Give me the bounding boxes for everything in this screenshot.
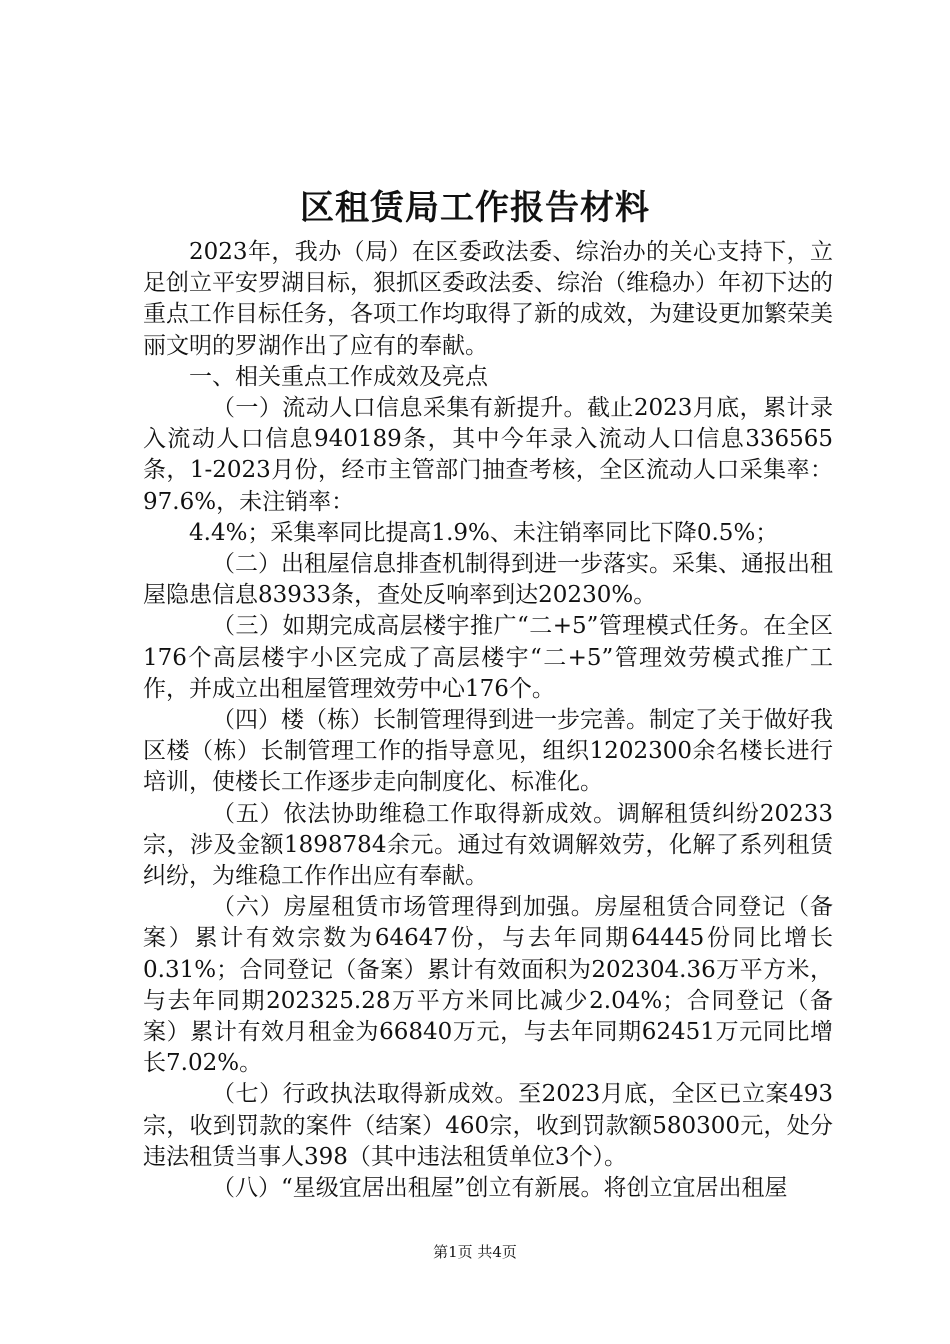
page-number: 第1页 共4页: [433, 1243, 517, 1261]
list-item-4: （四）楼（栋）长制管理得到进一步完善。制定了关于做好我区楼（栋）长制管理工作的指导意见，组织1202300余名楼长进行培训，使楼长工作逐步走向制度化、标准化。: [143, 707, 833, 796]
list-item-3: （三）如期完成高层楼宇推广“二+5”管理模式任务。在全区176个高层楼宇小区完成了高层楼宇“二+5”管理效劳模式推广工作，并成立出租屋管理效劳中心176个。: [143, 613, 833, 702]
list-item-1: （一）流动人口信息采集有新提升。截止2023月底，累计录入流动人口信息940189条，其中今年录入流动人口信息336565条，1-2023月份，经市主管部门抽查考核，全区流动人口采集率：97.6%，未注销率：: [143, 395, 833, 515]
list-item-2: （二）出租屋信息排查机制得到进一步落实。采集、通报出租屋隐患信息83933条，查处反响率到达20230%。: [143, 551, 833, 609]
document-body: [143, 237, 833, 1204]
intro-paragraph: 2023年，我办（局）在区委政法委、综治办的关心支持下，立足创立平安罗湖目标，狠抓区委政法委、综治（维稳办）年初下达的重点工作目标任务，各项工作均取得了新的成效，为建设更加繁荣美丽文明的罗湖作出了应有的奉献。: [143, 239, 833, 359]
list-item-8: （八）“星级宜居出租屋”创立有新展。将创立宜居出租屋: [212, 1175, 788, 1202]
list-item-6: （六）房屋租赁市场管理得到加强。房屋租赁合同登记（备案）累计有效宗数为64647份，与去年同期64445份同比增长0.31%；合同登记（备案）累计有效面积为202304.36万平方米，与去年同期202325.28万平方米同比减少2.04%；合同登记（备案）累计有效月租金为66840万元，与去年同期62451万元同比增长7.02%。: [143, 894, 833, 1077]
list-item-7: （七）行政执法取得新成效。至2023月底，全区已立案493宗，收到罚款的案件（结案）460宗，收到罚款额580300元，处分违法租赁当事人398（其中违法租赁单位3个）。: [143, 1081, 833, 1170]
list-item-1-continued: 4.4%；采集率同比提高1.9%、未注销率同比下降0.5%；: [189, 519, 779, 546]
document-title: 区租赁局工作报告材料: [300, 188, 650, 228]
section-heading: 一、相关重点工作成效及亮点: [189, 363, 488, 390]
list-item-5: （五）依法协助维稳工作取得新成效。调解租赁纠纷20233宗，涉及金额1898784余元。通过有效调解效劳，化解了系列租赁纠纷，为维稳工作作出应有奉献。: [143, 800, 833, 890]
